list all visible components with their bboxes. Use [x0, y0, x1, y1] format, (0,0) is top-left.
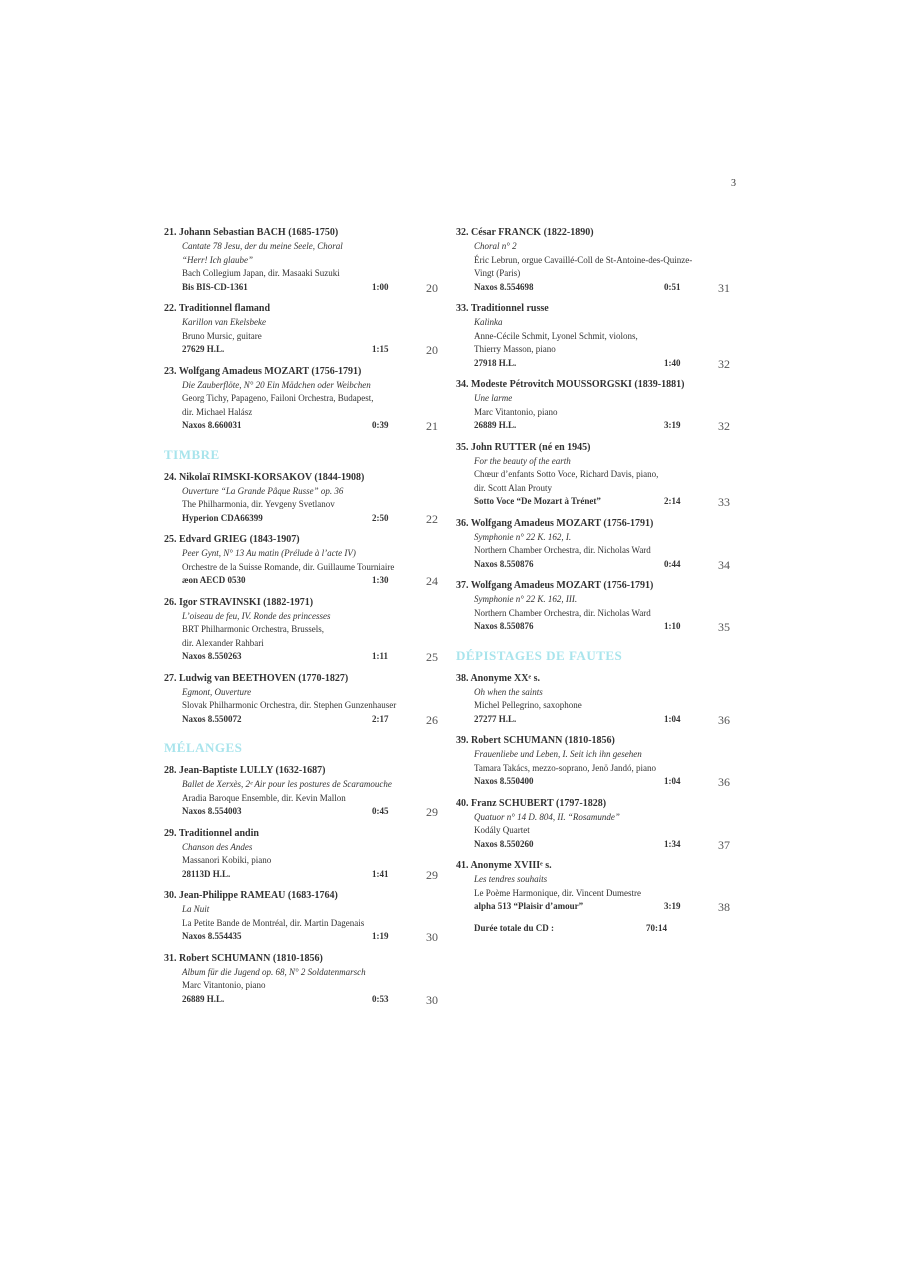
catalog-reference: 26889 H.L.: [474, 420, 517, 430]
duration: 1:15: [372, 344, 389, 354]
track-entry: [164, 596, 444, 664]
entry-details: [456, 593, 741, 634]
work-title: For the beauty of the earth: [474, 455, 571, 466]
duration: 2:14: [664, 496, 681, 506]
entry-details: [456, 392, 741, 433]
track-entry: [164, 827, 444, 882]
work-title: Une larme: [474, 393, 513, 403]
reference-row: [182, 930, 444, 944]
track-number: 30: [426, 930, 438, 944]
work-title: Symphonie n° 22 K. 162, I.: [474, 531, 572, 542]
section-title-melanges: MÉLANGES: [164, 740, 243, 755]
catalog-reference: Naxos 8.554003: [182, 806, 242, 816]
reference-row: [474, 713, 741, 727]
entry-title: 22. Traditionnel flamand: [164, 303, 271, 314]
work-title: Album für die Jugend op. 68, N° 2 Soldatenmarsch: [182, 966, 366, 977]
section-title-depistages: DÉPISTAGES DE FAUTES: [456, 647, 623, 663]
track-number: 33: [718, 495, 730, 509]
reference-row: [182, 512, 444, 526]
reference-row: [474, 558, 741, 572]
track-entry: [456, 517, 741, 572]
entry-title: 25. Edvard GRIEG (1843-1907): [164, 534, 300, 545]
entry-details: [164, 485, 444, 526]
work-title: Cantate 78 Jesu, der du meine Seele, Choral: [182, 241, 343, 251]
catalog-reference: Hyperion CDA66399: [182, 512, 263, 523]
performers: Northern Chamber Orchestra, dir. Nicholas Ward: [474, 607, 651, 618]
catalog-reference: Naxos 8.550072: [182, 713, 242, 724]
work-title: Les tendres souhaits: [474, 874, 548, 884]
reference-row: [474, 775, 741, 789]
entry-title: 38. Anonyme XXᵉ s.: [456, 672, 540, 684]
duration: 3:19: [664, 901, 681, 911]
track-entry: [164, 672, 444, 727]
track-number: 34: [718, 557, 730, 572]
duration: 3:19: [664, 420, 681, 430]
entry-title: 35. John RUTTER (né en 1945): [456, 441, 591, 453]
track-number: 22: [426, 511, 438, 526]
work-title: Kalinka: [474, 317, 503, 327]
reference-row: [474, 900, 741, 914]
duration: 1:04: [664, 713, 681, 724]
duration: 1:10: [664, 621, 681, 631]
track-entry: [164, 952, 444, 1007]
performers: dir. Alexander Rahbari: [182, 637, 264, 648]
performers: BRT Philharmonic Orchestra, Brussels,: [182, 624, 325, 634]
track-number: 20: [426, 280, 438, 295]
entry-title: 23. Wolfgang Amadeus MOZART (1756-1791): [164, 365, 362, 377]
total-duration-row: [456, 922, 741, 936]
entry-title: 37. Wolfgang Amadeus MOZART (1756-1791): [456, 580, 654, 591]
catalog-reference: Naxos 8.660031: [182, 420, 242, 430]
catalog-reference: alpha 513 “Plaisir d’amour”: [474, 901, 584, 911]
entry-group: [164, 226, 444, 433]
entry-details: [456, 873, 741, 914]
track-entry: [456, 734, 741, 789]
duration: 1:00: [372, 281, 389, 292]
performers: Slovak Philharmonic Orchestra, dir. Stephen Gunzenhauser: [182, 700, 397, 710]
work-title: Peer Gynt, N° 13 Au matin (Prélude à l’acte IV): [182, 548, 356, 558]
entry-details: [164, 686, 444, 727]
entry-details: [456, 455, 741, 509]
work-title: Ouverture “La Grande Pâque Russe” op. 36: [182, 485, 344, 496]
entry-title: 30. Jean-Philippe RAMEAU (1683-1764): [164, 890, 338, 901]
track-entry: [164, 533, 444, 588]
entry-title: 34. Modeste Pétrovitch MOUSSORGSKI (1839-1881): [456, 379, 685, 390]
catalog-reference: 27918 H.L.: [474, 357, 517, 368]
duration: 1:30: [372, 575, 389, 585]
total-duration: 70:14: [646, 922, 667, 933]
reference-row: [182, 993, 444, 1007]
track-number: 31: [718, 280, 730, 295]
track-entry: [164, 365, 444, 433]
entry-title: 39. Robert SCHUMANN (1810-1856): [456, 735, 615, 746]
performers: The Philharmonia, dir. Yevgeny Svetlanov: [182, 499, 335, 509]
reference-row: [182, 805, 444, 819]
catalog-reference: 26889 H.L.: [182, 993, 225, 1004]
page-number: 3: [731, 178, 736, 189]
track-number: 20: [426, 343, 438, 357]
entry-title: 40. Franz SCHUBERT (1797-1828): [456, 797, 607, 809]
performers: Chœur d’enfants Sotto Voce, Richard Davis, piano,: [474, 469, 659, 479]
entry-details: [164, 240, 444, 294]
track-number: 36: [718, 712, 730, 727]
track-number: 30: [426, 992, 438, 1007]
track-entry: [456, 797, 741, 852]
entry-title: 28. Jean-Baptiste LULLY (1632-1687): [164, 765, 326, 776]
catalog-reference: 27277 H.L.: [474, 713, 517, 724]
track-number: 38: [718, 900, 730, 914]
reference-row: [474, 495, 741, 509]
track-number: 26: [426, 712, 438, 727]
entry-title: 36. Wolfgang Amadeus MOZART (1756-1791): [456, 517, 654, 529]
reference-row: [182, 650, 444, 664]
catalog-reference: Naxos 8.550876: [474, 558, 534, 569]
track-number: 29: [426, 867, 438, 882]
entry-title: 33. Traditionnel russe: [456, 303, 549, 314]
performers: Éric Lebrun, orgue Cavaillé-Coll de St-Antoine-des-Quinze-: [474, 254, 693, 265]
entry-group: [164, 764, 444, 1006]
work-title: Quatuor n° 14 D. 804, II. “Rosamunde”: [474, 811, 620, 822]
work-title: Egmont, Ouverture: [182, 686, 252, 697]
track-number: 24: [426, 574, 438, 588]
catalog-reference: 28113D H.L.: [182, 868, 231, 879]
duration: 2:17: [372, 713, 389, 724]
track-entry: [164, 302, 444, 357]
track-entry: [456, 672, 741, 727]
duration: 0:39: [372, 420, 389, 430]
entry-details: [456, 240, 741, 294]
track-number: 29: [426, 805, 438, 819]
entry-details: [456, 686, 741, 727]
performers: dir. Scott Alan Prouty: [474, 482, 553, 493]
track-entry: [164, 226, 444, 294]
reference-row: [474, 419, 741, 433]
performers: Le Poème Harmonique, dir. Vincent Dumestre: [474, 887, 642, 898]
duration: 1:41: [372, 868, 389, 879]
duration: 2:50: [372, 512, 389, 523]
work-title: Karillon van Ekelsbeke: [182, 317, 266, 327]
duration: 1:34: [664, 838, 681, 849]
work-title: Frauenliebe und Leben, I. Seit ich ihn gesehen: [474, 749, 642, 759]
entry-details: [456, 316, 741, 370]
duration: 0:45: [372, 806, 389, 816]
catalog-reference: 27629 H.L.: [182, 344, 225, 354]
reference-row: [474, 357, 741, 371]
entry-details: [164, 841, 444, 882]
work-title: Choral n° 2: [474, 241, 517, 251]
reference-row: [474, 838, 741, 852]
entry-title: 26. Igor STRAVINSKI (1882-1971): [164, 596, 314, 608]
work-title: L’oiseau de feu, IV. Ronde des princesses: [182, 610, 331, 621]
reference-row: [182, 343, 444, 357]
reference-row: [474, 281, 741, 295]
performers: Northern Chamber Orchestra, dir. Nicholas Ward: [474, 545, 651, 555]
catalog-reference: Sotto Voce “De Mozart à Trénet”: [474, 496, 601, 506]
entry-group: [164, 471, 444, 727]
track-number: 32: [718, 419, 730, 433]
duration: 1:40: [664, 357, 681, 368]
catalog-reference: Naxos 8.550260: [474, 838, 534, 849]
entry-details: [164, 610, 444, 664]
performers: Georg Tichy, Papageno, Failoni Orchestra, Budapest,: [182, 393, 374, 403]
duration: 0:53: [372, 993, 389, 1004]
performers: Michel Pellegrino, saxophone: [474, 700, 582, 710]
track-number: 21: [426, 419, 438, 433]
track-number: 35: [718, 620, 730, 634]
performers: Marc Vitantonio, piano: [474, 406, 558, 417]
work-title: Symphonie n° 22 K. 162, III.: [474, 594, 578, 604]
entry-details: [164, 547, 444, 588]
right-column: [456, 226, 741, 935]
performers: Thierry Masson, piano: [474, 344, 556, 354]
duration: 0:51: [664, 281, 681, 292]
reference-row: [182, 574, 444, 588]
entry-title: 27. Ludwig van BEETHOVEN (1770-1827): [164, 672, 349, 684]
performers: La Petite Bande de Montréal, dir. Martin Dagenais: [182, 917, 365, 928]
entry-details: [164, 966, 444, 1007]
performers: Tamara Takács, mezzo-soprano, Jenö Jandó, piano: [474, 762, 657, 773]
entry-details: [164, 316, 444, 357]
entry-details: [164, 778, 444, 819]
duration: 0:44: [664, 558, 681, 569]
entry-title: 41. Anonyme XVIIIᵉ s.: [456, 860, 552, 871]
entry-title: 31. Robert SCHUMANN (1810-1856): [164, 952, 323, 964]
catalog-reference: Bis BIS-CD-1361: [182, 281, 248, 292]
track-entry: [164, 889, 444, 944]
track-entry: [456, 441, 741, 509]
reference-row: [182, 419, 444, 433]
track-entry: [456, 378, 741, 433]
catalog-reference: Naxos 8.550400: [474, 776, 534, 786]
entry-details: [164, 903, 444, 944]
work-title: La Nuit: [182, 904, 210, 914]
track-number: 37: [718, 837, 730, 852]
track-entry: [456, 226, 741, 294]
total-label: Durée totale du CD :: [474, 922, 554, 933]
duration: 1:11: [372, 651, 389, 661]
duration: 1:04: [664, 776, 681, 786]
performers: Anne-Cécile Schmit, Lyonel Schmit, violons,: [474, 330, 638, 341]
left-column: [164, 226, 444, 1014]
performers: Massanori Kobiki, piano: [182, 855, 272, 865]
work-title: Die Zauberflöte, N° 20 Ein Mädchen oder Weibchen: [182, 379, 371, 390]
track-number: 25: [426, 650, 438, 664]
performers: dir. Michael Halász: [182, 406, 253, 417]
work-title: Chanson des Andes: [182, 841, 253, 852]
track-number: 32: [718, 356, 730, 371]
entry-title: 21. Johann Sebastian BACH (1685-1750): [164, 227, 339, 238]
work-title: “Herr! Ich glaube”: [182, 254, 253, 265]
catalog-reference: Naxos 8.550263: [182, 651, 242, 661]
reference-row: [182, 868, 444, 882]
performers: Marc Vitantonio, piano: [182, 980, 266, 990]
work-title: Oh when the saints: [474, 686, 543, 697]
performers: Orchestre de la Suisse Romande, dir. Guillaume Tourniaire: [182, 561, 395, 572]
performers: Bach Collegium Japan, dir. Masaaki Suzuki: [182, 268, 340, 278]
reference-row: [182, 713, 444, 727]
entry-group: [456, 226, 741, 634]
section-title-timbre: TIMBRE: [164, 446, 220, 462]
entry-details: [164, 379, 444, 433]
catalog-reference: Naxos 8.554698: [474, 281, 534, 292]
track-entry: [456, 579, 741, 634]
performers: Aradia Baroque Ensemble, dir. Kevin Mallon: [182, 792, 346, 803]
entry-title: 29. Traditionnel andin: [164, 827, 259, 839]
duration: 1:19: [372, 931, 389, 941]
reference-row: [474, 620, 741, 634]
reference-row: [182, 281, 444, 295]
catalog-reference: Naxos 8.554435: [182, 931, 242, 941]
work-title: Ballet de Xerxès, 2ᵉ Air pour les postures de Scaramouche: [182, 779, 392, 789]
performers: Vingt (Paris): [474, 268, 521, 278]
entry-details: [456, 811, 741, 852]
track-entry: [164, 471, 444, 526]
entry-group: [456, 672, 741, 914]
performers: Kodály Quartet: [474, 825, 530, 835]
track-entry: [456, 302, 741, 370]
track-number: 36: [718, 775, 730, 789]
track-entry: [164, 764, 444, 819]
entry-details: [456, 531, 741, 572]
catalog-reference: Naxos 8.550876: [474, 621, 534, 631]
track-entry: [456, 859, 741, 914]
performers: Bruno Mursic, guitare: [182, 330, 262, 341]
entry-title: 32. César FRANCK (1822-1890): [456, 227, 594, 238]
entry-title: 24. Nikolaï RIMSKI-KORSAKOV (1844-1908): [164, 471, 365, 483]
entry-details: [456, 748, 741, 789]
catalog-reference: æon AECD 0530: [182, 575, 246, 585]
